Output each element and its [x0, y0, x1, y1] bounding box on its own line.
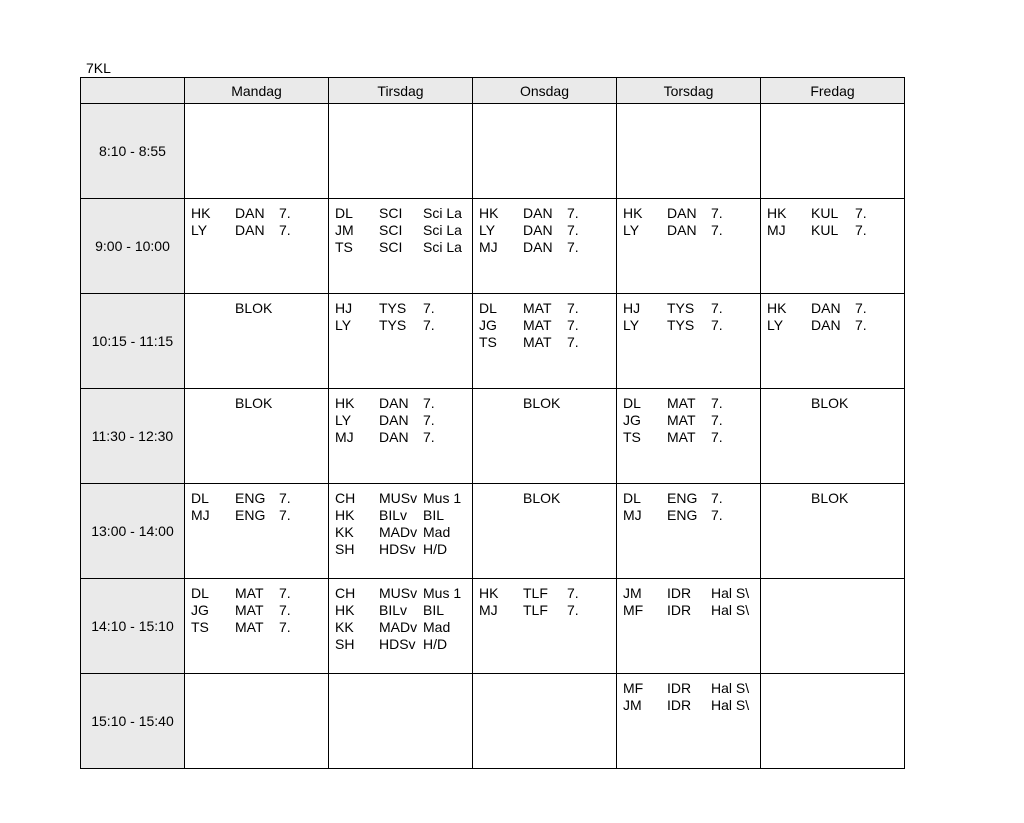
room-code: 7.: [423, 395, 435, 411]
schedule-cell: [329, 294, 473, 389]
room-code: Sci La: [423, 205, 462, 221]
time-slot-label: 9:00 - 10:00: [81, 199, 185, 294]
day-header-fredag: Fredag: [761, 78, 905, 104]
room-code: 7.: [711, 222, 723, 238]
teacher-code: MJ: [479, 239, 498, 255]
subject-code: SCI: [379, 239, 403, 255]
subject-code: MAT: [667, 395, 696, 411]
subject-code: KUL: [811, 222, 839, 238]
room-code: 7.: [567, 205, 579, 221]
room-code: BIL: [423, 507, 445, 523]
teacher-code: LY: [767, 317, 784, 333]
lesson-entry: [479, 239, 616, 256]
lesson-entry: [479, 602, 616, 619]
subject-code: MAT: [523, 334, 552, 350]
lesson-list: [617, 484, 760, 524]
lesson-entry: [767, 205, 904, 222]
subject-code: DAN: [379, 429, 409, 445]
teacher-code: SH: [335, 541, 355, 557]
room-code: 7.: [711, 395, 723, 411]
lesson-entry: [191, 205, 328, 222]
lesson-entry: [479, 222, 616, 239]
schedule-cell: [617, 484, 761, 579]
room-code: 7.: [711, 300, 723, 316]
schedule-cell: [329, 389, 473, 484]
lesson-entry: [335, 585, 472, 602]
room-code: 7.: [567, 334, 579, 350]
room-code: 7.: [279, 490, 291, 506]
schedule-cell: [185, 104, 329, 199]
teacher-code: HK: [335, 602, 355, 618]
subject-code: TYS: [667, 317, 695, 333]
teacher-code: DL: [335, 205, 353, 221]
room-code: 7.: [567, 300, 579, 316]
time-slot-label: 13:00 - 14:00: [81, 484, 185, 579]
day-header-torsdag: Torsdag: [617, 78, 761, 104]
lesson-entry: [191, 619, 328, 636]
teacher-code: JG: [191, 602, 209, 618]
lesson-entry: [191, 602, 328, 619]
room-code: Mad: [423, 619, 451, 635]
teacher-code: DL: [623, 490, 641, 506]
schedule-cell: [329, 579, 473, 674]
lesson-entry: [479, 300, 616, 317]
room-code: Hal S\: [711, 697, 750, 713]
subject-code: MUSv: [379, 585, 418, 601]
room-code: 7.: [279, 602, 291, 618]
teacher-code: TS: [335, 239, 353, 255]
room-code: 7.: [279, 222, 291, 238]
teacher-code: MJ: [335, 429, 354, 445]
lesson-entry: [623, 507, 760, 524]
lesson-entry: [623, 697, 760, 714]
schedule-cell: [473, 104, 617, 199]
room-code: 7.: [279, 205, 291, 221]
subject-code: MAT: [523, 317, 552, 333]
lesson-entry: [335, 541, 472, 558]
lesson-entry: [335, 222, 472, 239]
subject-code: MAT: [235, 619, 264, 635]
schedule-cell: [617, 294, 761, 389]
teacher-code: MF: [623, 602, 644, 618]
lesson-entry: [479, 585, 616, 602]
lesson-entry: [767, 300, 904, 317]
teacher-code: MF: [623, 680, 644, 696]
time-slot-row: [81, 484, 905, 579]
lesson-list: [185, 579, 328, 636]
teacher-code: JM: [623, 585, 642, 601]
teacher-code: KK: [335, 524, 354, 540]
room-code: Mad: [423, 524, 451, 540]
room-code: 7.: [711, 412, 723, 428]
time-slot-row: [81, 579, 905, 674]
lesson-list: [761, 294, 904, 334]
teacher-code: LY: [623, 222, 640, 238]
room-code: 7.: [423, 412, 435, 428]
teacher-code: HK: [335, 395, 355, 411]
lesson-entry: [335, 300, 472, 317]
lesson-entry: [623, 395, 760, 412]
blok-label: BLOK: [235, 300, 273, 316]
subject-code: ENG: [235, 507, 266, 523]
room-code: 7.: [711, 507, 723, 523]
room-code: 7.: [855, 317, 867, 333]
lesson-list: [617, 294, 760, 334]
subject-code: DAN: [523, 222, 553, 238]
schedule-cell: [617, 199, 761, 294]
lesson-entry: [479, 317, 616, 334]
lesson-entry: [335, 412, 472, 429]
lesson-entry: [479, 205, 616, 222]
lesson-entry: [335, 524, 472, 541]
room-code: Hal S\: [711, 680, 750, 696]
subject-code: DAN: [811, 317, 841, 333]
subject-code: SCI: [379, 222, 403, 238]
lesson-entry: [335, 636, 472, 653]
schedule-cell: [473, 389, 617, 484]
lesson-entry: [335, 490, 472, 507]
subject-code: DAN: [811, 300, 841, 316]
lesson-entry: [623, 429, 760, 446]
lesson-entry: [623, 222, 760, 239]
lesson-entry: [335, 395, 472, 412]
subject-code: BILv: [379, 507, 408, 523]
timetable: [80, 77, 905, 769]
lesson-entry: [335, 619, 472, 636]
room-code: Mus 1: [423, 490, 462, 506]
schedule-cell: [617, 389, 761, 484]
teacher-code: LY: [191, 222, 208, 238]
room-code: 7.: [711, 205, 723, 221]
lesson-list: [473, 579, 616, 619]
room-code: Hal S\: [711, 602, 750, 618]
room-code: 7.: [567, 239, 579, 255]
teacher-code: MJ: [767, 222, 786, 238]
subject-code: DAN: [379, 412, 409, 428]
teacher-code: CH: [335, 490, 356, 506]
subject-code: IDR: [667, 602, 692, 618]
lesson-entry: [191, 222, 328, 239]
schedule-cell: [761, 484, 905, 579]
teacher-code: HK: [191, 205, 211, 221]
teacher-code: JM: [335, 222, 354, 238]
lesson-list: [473, 294, 616, 351]
lesson-entry: [623, 490, 760, 507]
lesson-entry: [335, 602, 472, 619]
lesson-list: [617, 674, 760, 714]
teacher-code: MJ: [479, 602, 498, 618]
lesson-entry: [479, 334, 616, 351]
room-code: 7.: [855, 205, 867, 221]
lesson-entry: [335, 429, 472, 446]
room-code: 7.: [279, 619, 291, 635]
room-code: Sci La: [423, 222, 462, 238]
subject-code: DAN: [667, 205, 697, 221]
schedule-cell: [329, 199, 473, 294]
teacher-code: TS: [623, 429, 641, 445]
teacher-code: JM: [623, 697, 642, 713]
room-code: 7.: [855, 222, 867, 238]
subject-code: IDR: [667, 585, 692, 601]
room-code: 7.: [567, 222, 579, 238]
blok-label: BLOK: [811, 490, 849, 506]
subject-code: DAN: [235, 205, 265, 221]
teacher-code: LY: [335, 317, 352, 333]
schedule-cell: [761, 389, 905, 484]
subject-code: DAN: [235, 222, 265, 238]
lesson-entry: [623, 585, 760, 602]
blok-label: BLOK: [523, 490, 561, 506]
schedule-cell: [185, 294, 329, 389]
time-slot-label: 15:10 - 15:40: [81, 674, 185, 769]
schedule-cell: [761, 579, 905, 674]
teacher-code: LY: [623, 317, 640, 333]
time-slot-label: 14:10 - 15:10: [81, 579, 185, 674]
blok-label: BLOK: [235, 395, 273, 411]
subject-code: MAT: [235, 602, 264, 618]
subject-code: MAT: [667, 429, 696, 445]
subject-code: IDR: [667, 697, 692, 713]
teacher-code: MJ: [191, 507, 210, 523]
time-slot-label: 10:15 - 11:15: [81, 294, 185, 389]
teacher-code: DL: [623, 395, 641, 411]
lesson-list: [473, 199, 616, 256]
lesson-list: [617, 389, 760, 446]
subject-code: HDSv: [379, 541, 416, 557]
subject-code: TLF: [523, 585, 548, 601]
schedule-cell: [185, 199, 329, 294]
subject-code: TYS: [667, 300, 695, 316]
subject-code: TLF: [523, 602, 548, 618]
lesson-list: [329, 199, 472, 256]
day-header-tirsdag: Tirsdag: [329, 78, 473, 104]
teacher-code: TS: [191, 619, 209, 635]
schedule-cell: [185, 674, 329, 769]
subject-code: ENG: [235, 490, 266, 506]
room-code: 7.: [711, 490, 723, 506]
time-slot-row: [81, 104, 905, 199]
subject-code: ENG: [667, 490, 698, 506]
room-code: 7.: [567, 602, 579, 618]
subject-code: DAN: [523, 205, 553, 221]
teacher-code: HK: [623, 205, 643, 221]
teacher-code: HJ: [623, 300, 641, 316]
subject-code: DAN: [667, 222, 697, 238]
teacher-code: LY: [335, 412, 352, 428]
lesson-list: [617, 199, 760, 239]
subject-code: BILv: [379, 602, 408, 618]
teacher-code: KK: [335, 619, 354, 635]
schedule-cell: [473, 294, 617, 389]
room-code: 7.: [855, 300, 867, 316]
teacher-code: HK: [767, 300, 787, 316]
room-code: Hal S\: [711, 585, 750, 601]
subject-code: DAN: [379, 395, 409, 411]
corner-cell: [81, 78, 185, 104]
teacher-code: HK: [479, 585, 499, 601]
schedule-cell: [329, 484, 473, 579]
time-slot-label: 8:10 - 8:55: [81, 104, 185, 199]
lesson-entry: [623, 300, 760, 317]
schedule-cell: [761, 294, 905, 389]
lesson-entry: [191, 490, 328, 507]
lesson-entry: [335, 205, 472, 222]
day-header-onsdag: Onsdag: [473, 78, 617, 104]
subject-code: MUSv: [379, 490, 418, 506]
lesson-list: [185, 199, 328, 239]
time-slot-row: [81, 199, 905, 294]
schedule-cell: [329, 674, 473, 769]
time-slot-row: [81, 389, 905, 484]
room-code: 7.: [711, 317, 723, 333]
room-code: BIL: [423, 602, 445, 618]
room-code: Mus 1: [423, 585, 462, 601]
schedule-cell: [617, 579, 761, 674]
schedule-cell: [473, 674, 617, 769]
schedule-cell: [185, 579, 329, 674]
subject-code: DAN: [523, 239, 553, 255]
teacher-code: MJ: [623, 507, 642, 523]
room-code: 7.: [567, 317, 579, 333]
subject-code: MAT: [667, 412, 696, 428]
lesson-entry: [623, 680, 760, 697]
blok-label: BLOK: [523, 395, 561, 411]
schedule-cell: [473, 199, 617, 294]
teacher-code: HK: [335, 507, 355, 523]
teacher-code: JG: [479, 317, 497, 333]
room-code: H/D: [423, 636, 448, 652]
schedule-cell: [761, 104, 905, 199]
teacher-code: JG: [623, 412, 641, 428]
teacher-code: DL: [191, 490, 209, 506]
room-code: 7.: [279, 507, 291, 523]
subject-code: TYS: [379, 300, 407, 316]
teacher-code: DL: [191, 585, 209, 601]
schedule-cell: [617, 674, 761, 769]
lesson-entry: [623, 317, 760, 334]
subject-code: MAT: [235, 585, 264, 601]
time-slot-row: [81, 674, 905, 769]
blok-label: BLOK: [811, 395, 849, 411]
subject-code: MAT: [523, 300, 552, 316]
lesson-entry: [191, 585, 328, 602]
schedule-cell: [329, 104, 473, 199]
lesson-list: [329, 389, 472, 446]
lesson-entry: [623, 602, 760, 619]
lesson-entry: [767, 222, 904, 239]
teacher-code: LY: [479, 222, 496, 238]
lesson-entry: [623, 412, 760, 429]
schedule-cell: [185, 484, 329, 579]
room-code: 7.: [423, 317, 435, 333]
teacher-code: DL: [479, 300, 497, 316]
class-label: 7KL: [86, 60, 111, 76]
schedule-cell: [473, 579, 617, 674]
room-code: 7.: [279, 585, 291, 601]
room-code: 7.: [423, 300, 435, 316]
schedule-cell: [761, 674, 905, 769]
time-slot-label: 11:30 - 12:30: [81, 389, 185, 484]
schedule-cell: [617, 104, 761, 199]
lesson-entry: [335, 317, 472, 334]
teacher-code: CH: [335, 585, 356, 601]
subject-code: MADv: [379, 619, 418, 635]
schedule-cell: [473, 484, 617, 579]
teacher-code: TS: [479, 334, 497, 350]
lesson-list: [329, 484, 472, 558]
room-code: 7.: [711, 429, 723, 445]
time-slot-row: [81, 294, 905, 389]
room-code: Sci La: [423, 239, 462, 255]
subject-code: TYS: [379, 317, 407, 333]
subject-code: IDR: [667, 680, 692, 696]
teacher-code: HK: [479, 205, 499, 221]
teacher-code: SH: [335, 636, 355, 652]
subject-code: SCI: [379, 205, 403, 221]
lesson-list: [617, 579, 760, 619]
day-header-row: [81, 78, 905, 104]
room-code: H/D: [423, 541, 448, 557]
lesson-entry: [767, 317, 904, 334]
lesson-entry: [335, 239, 472, 256]
lesson-list: [185, 484, 328, 524]
teacher-code: HK: [767, 205, 787, 221]
subject-code: KUL: [811, 205, 839, 221]
lesson-entry: [335, 507, 472, 524]
subject-code: MADv: [379, 524, 418, 540]
room-code: 7.: [423, 429, 435, 445]
subject-code: ENG: [667, 507, 698, 523]
lesson-list: [761, 199, 904, 239]
lesson-entry: [623, 205, 760, 222]
lesson-entry: [191, 507, 328, 524]
schedule-cell: [185, 389, 329, 484]
teacher-code: HJ: [335, 300, 353, 316]
room-code: 7.: [567, 585, 579, 601]
subject-code: HDSv: [379, 636, 416, 652]
lesson-list: [329, 294, 472, 334]
lesson-list: [329, 579, 472, 653]
day-header-mandag: Mandag: [185, 78, 329, 104]
schedule-cell: [761, 199, 905, 294]
